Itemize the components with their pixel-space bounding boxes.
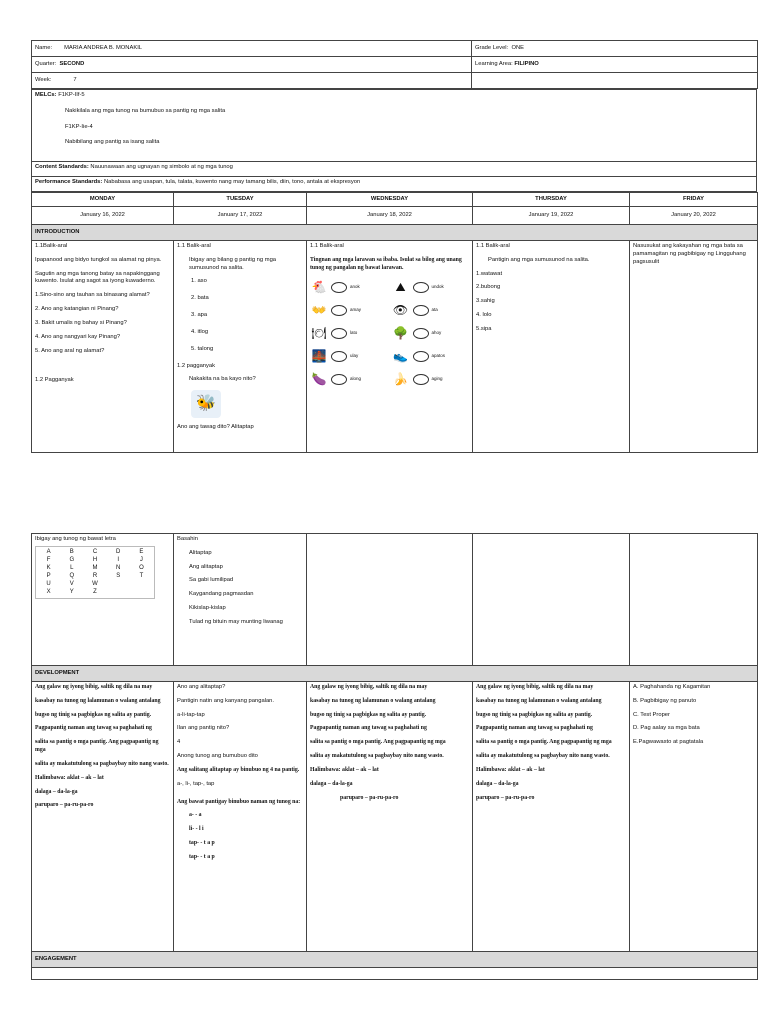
date-thursday: January 19, 2022 (473, 207, 630, 225)
picture-item (310, 324, 388, 342)
alphabet-letter: D (116, 548, 121, 555)
intro-friday: Nasusukat ang kakayahan ng mga bata sa pamamagitan ng pagbibigay ng Lingguhang pagsusulit (630, 241, 758, 453)
alphabet-letter: M (92, 564, 98, 571)
quarter-cell: Quarter: SECOND (32, 57, 472, 73)
picture-grid (310, 278, 469, 388)
hands-icon: 👐 (311, 303, 327, 318)
alphabet-letter: Q (69, 572, 75, 579)
alphabet-letter: Z (93, 588, 97, 595)
intro-tuesday: 1.1 Balik-aral Ibigay ang bilang g pantig ng mga sumusunod na salita. 1. aso 2. bata 3. apa 4. itlog 5. talong 1.2 pagganyak Nakakita na ba kayo nito? 🐝 Ano ang tawag dito? Alitaptap (174, 241, 307, 453)
picture-label: anok (350, 284, 360, 290)
p2-monday: Ibigay ang tunog ng bawat letra A B C D E F G H I J K L M N O P Q R S T U V W X Y Z (32, 534, 174, 666)
alphabet-chart (35, 546, 155, 599)
content-standards-cell: Content Standards: Nauunawaan ang ugnayan ng simbolo at ng mga tunog (32, 162, 757, 177)
dev-wednesday: Ang galaw ng iyong bibig, saltik ng dila na may kasabay na tunog ng lalamunan o walang antalang bugso ng tinig sa pagbigkas ng salita ay pantig. Pagpapantig naman ang tawag sa paghahati ng salita sa pantig o mga pantig. Ang pagpapantig ng mga salita ay makatutulong sa pagbaybay nito nang wasto. Halimbawa: aklat – ak – lat dalaga – da-la-ga paruparo – pa-ru-pa-ro (307, 682, 473, 952)
picture-label: ulay (350, 353, 359, 359)
chicken-icon: 🐔 (311, 280, 327, 295)
picture-label: amay (350, 307, 362, 313)
mountain-icon: ⛰ (395, 280, 406, 295)
picture-label: undok (431, 284, 444, 290)
alphabet-letter (108, 589, 129, 596)
alphabet-letter: T (139, 572, 144, 579)
standards-table (31, 89, 757, 192)
daily-table (31, 192, 758, 453)
date-wednesday: January 18, 2022 (307, 207, 473, 225)
picture-item (310, 370, 388, 388)
answer-circle[interactable] (413, 374, 429, 385)
alphabet-letter: E (139, 548, 144, 555)
alphabet-letter: R (92, 572, 98, 579)
picture-item (392, 347, 470, 365)
answer-circle[interactable] (331, 351, 347, 362)
alphabet-letter (108, 581, 129, 588)
shoes-icon: 👟 (393, 349, 408, 364)
picture-item (392, 370, 470, 388)
dev-thursday: Ang galaw ng iyong bibig, saltik ng dila na may kasabay na tunog ng lalamunan o walang antalang bugso ng tinig sa pagbigkas ng salita ay pantig. Pagpapantig naman ang tawag sa paghahati ng salita sa pantig o mga pantig. Ang pagpapantig ng mga salita ay makatutulong sa pagbaybay nito nang wasto. Halimbawa: aklat – ak – lat dalaga – da-la-ga paruparo – pa-ru-pa-ro (473, 682, 630, 952)
answer-circle[interactable] (331, 328, 347, 339)
section-development: DEVELOPMENT (32, 666, 758, 682)
p2-tuesday: Basahin Alitaptap Ang alitaptap Sa gabi lumilipad Kaygandang pagmasdan Kikislap-kislap Tulad ng bituin may munting liwanag (174, 534, 307, 666)
firefly-image: 🐝 (191, 390, 221, 418)
alphabet-letter: P (46, 572, 51, 579)
alphabet-letter: S (116, 572, 121, 579)
banana-icon: 🍌 (393, 372, 408, 387)
student-name: MARIA ANDREA B. MONAKIL (64, 44, 143, 51)
eggplant-icon: 🍆 (311, 372, 327, 387)
day-tuesday: TUESDAY (174, 193, 307, 207)
lesson-plan-page-2 (31, 533, 757, 980)
answer-circle[interactable] (331, 282, 347, 293)
picture-item (310, 347, 388, 365)
alphabet-letter: L (70, 564, 74, 571)
answer-circle[interactable] (331, 305, 347, 316)
intro-thursday: 1.1 Balik-aral Pantigin ang mga sumusunod na salita. 1.watawat 2.bubong 3.sahig 4. lolo 5.sipa (473, 241, 630, 453)
picture-item (310, 278, 388, 296)
alphabet-letter: J (139, 556, 143, 563)
alphabet-letter (131, 581, 152, 588)
alphabet-letter: X (46, 588, 51, 595)
picture-label: along (350, 376, 362, 382)
alphabet-letter: K (46, 564, 51, 571)
picture-label: lato (350, 330, 358, 336)
answer-circle[interactable] (413, 328, 429, 339)
picture-label: aging (431, 376, 443, 382)
tree-icon: 🌳 (393, 326, 408, 341)
answer-circle[interactable] (413, 282, 429, 293)
answer-circle[interactable] (413, 351, 429, 362)
picture-label: apatos (431, 353, 446, 359)
lesson-plan-page-1 (31, 40, 757, 453)
performance-standards-cell: Performance Standards: Nababasa ang usapan, tula, talata, kuwento nang may tamang bilis, diin, tono, antala at ekspresyon (32, 177, 757, 192)
picture-item (392, 301, 470, 319)
date-tuesday: January 17, 2022 (174, 207, 307, 225)
alphabet-letter: O (139, 564, 144, 571)
dev-monday: Ang galaw ng iyong bibig, saltik ng dila na may kasabay na tunog ng lalamunan o walang antalang bugso ng tinig sa pagbigkas ng salita ay pantig. Pagpapantig naman ang tawag sa paghahati ng salita sa pantig o mga pantig. Ang pagpapantig ng mga salita ay makatutulong sa pagbaybay nito nang wasto. Halimbawa: aklat – ak – lat dalaga – da-la-ga paruparo – pa-ru-pa-ro (32, 682, 174, 952)
header-table (31, 40, 758, 89)
alphabet-letter: Y (69, 588, 74, 595)
section-introduction: INTRODUCTION (32, 225, 758, 241)
alphabet-letter: V (69, 580, 74, 587)
bridge-icon: 🌉 (311, 349, 327, 364)
date-friday: January 20, 2022 (630, 207, 758, 225)
alphabet-letter: C (92, 548, 98, 555)
answer-circle[interactable] (331, 374, 347, 385)
picture-item (310, 301, 388, 319)
name-cell: Name: MARIA ANDREA B. MONAKIL (32, 41, 472, 57)
week-cell: Week: 7 (32, 73, 472, 89)
alphabet-letter: W (92, 580, 98, 587)
date-monday: January 16, 2022 (32, 207, 174, 225)
area-cell: Learning Area: FILIPINO (472, 57, 758, 73)
alphabet-letter: N (116, 564, 121, 571)
picture-item (392, 278, 470, 296)
picture-label: ata (431, 307, 438, 313)
eye-icon: 👁 (392, 303, 409, 318)
answer-circle[interactable] (413, 305, 429, 316)
plate-icon: 🍽 (311, 326, 327, 341)
alphabet-letter: I (117, 556, 120, 563)
intro-wednesday: 1.1 Balik-aral Tingnan ang mga larawan sa ibaba. Isulat sa bilog ang unang tunog ng pangalan ng bawat larawan. 🐔 anok ⛰ undok 👐 amay 👁 ata 🍽 lato 🌳 ahoy 🌉 ulay 👟 apatos 🍆 along 🍌 aging (307, 241, 473, 453)
alphabet-letter (131, 589, 152, 596)
alphabet-letter: H (92, 556, 98, 563)
day-wednesday: WEDNESDAY (307, 193, 473, 207)
alphabet-letter: U (46, 580, 51, 587)
picture-item (392, 324, 470, 342)
picture-label: ahoy (431, 330, 442, 336)
intro-monday: 1.1Balik-aral Ipapanood ang bidyo tungkol sa alamat ng pinya. Sagutin ang mga tanong batay sa napakinggang kuwento. Isulat ang sagot sa iyong kuwaderno. 1.Sino-sino ang tauhan sa binasang alamat? 2. Ano ang katangian ni Pinang? 3. Bakit umalis ng bahay si Pinang? 4. Ano ang nangyari kay Pinang? 5. Ano ang aral ng alamat? 1.2 Pagganyak (32, 241, 174, 453)
melcs-cell: MELCs: F1KP-IIf-5 Nakikilala ang mga tunog na bumubuo sa pantig ng mga salita F1KP-Iie-4 Nabibilang ang pantig sa isang salita (32, 90, 757, 162)
alphabet-letter: G (69, 556, 75, 563)
alphabet-letter: B (69, 548, 74, 555)
day-monday: MONDAY (32, 193, 174, 207)
continued-table (31, 533, 758, 980)
section-engagement: ENGAGEMENT (32, 952, 758, 968)
alphabet-letter: A (46, 548, 51, 555)
alphabet-letter: F (46, 556, 51, 563)
dev-friday: A. Paghahanda ng Kagamitan B. Pagbibigay ng panuto C. Test Proper D. Pag aalay sa mga bata E.Pagwawasto at pagtatala (630, 682, 758, 952)
grade-cell: Grade Level: ONE (472, 41, 758, 57)
day-thursday: THURSDAY (473, 193, 630, 207)
day-friday: FRIDAY (630, 193, 758, 207)
dev-tuesday: Ano ang alitaptap? Pantigin natin ang kanyang pangalan. a-li-tap-tap Ilan ang pantig nito? 4 Anong tunog ang bumubuo dito Ang salitang alitaptap ay binubuo ng 4 na pantig. a-, li-, tap-, tap Ang bawat pantigay binubuo naman ng tunog na: a- - a li- - l i tap- - t a p tap- - t a p (174, 682, 307, 952)
